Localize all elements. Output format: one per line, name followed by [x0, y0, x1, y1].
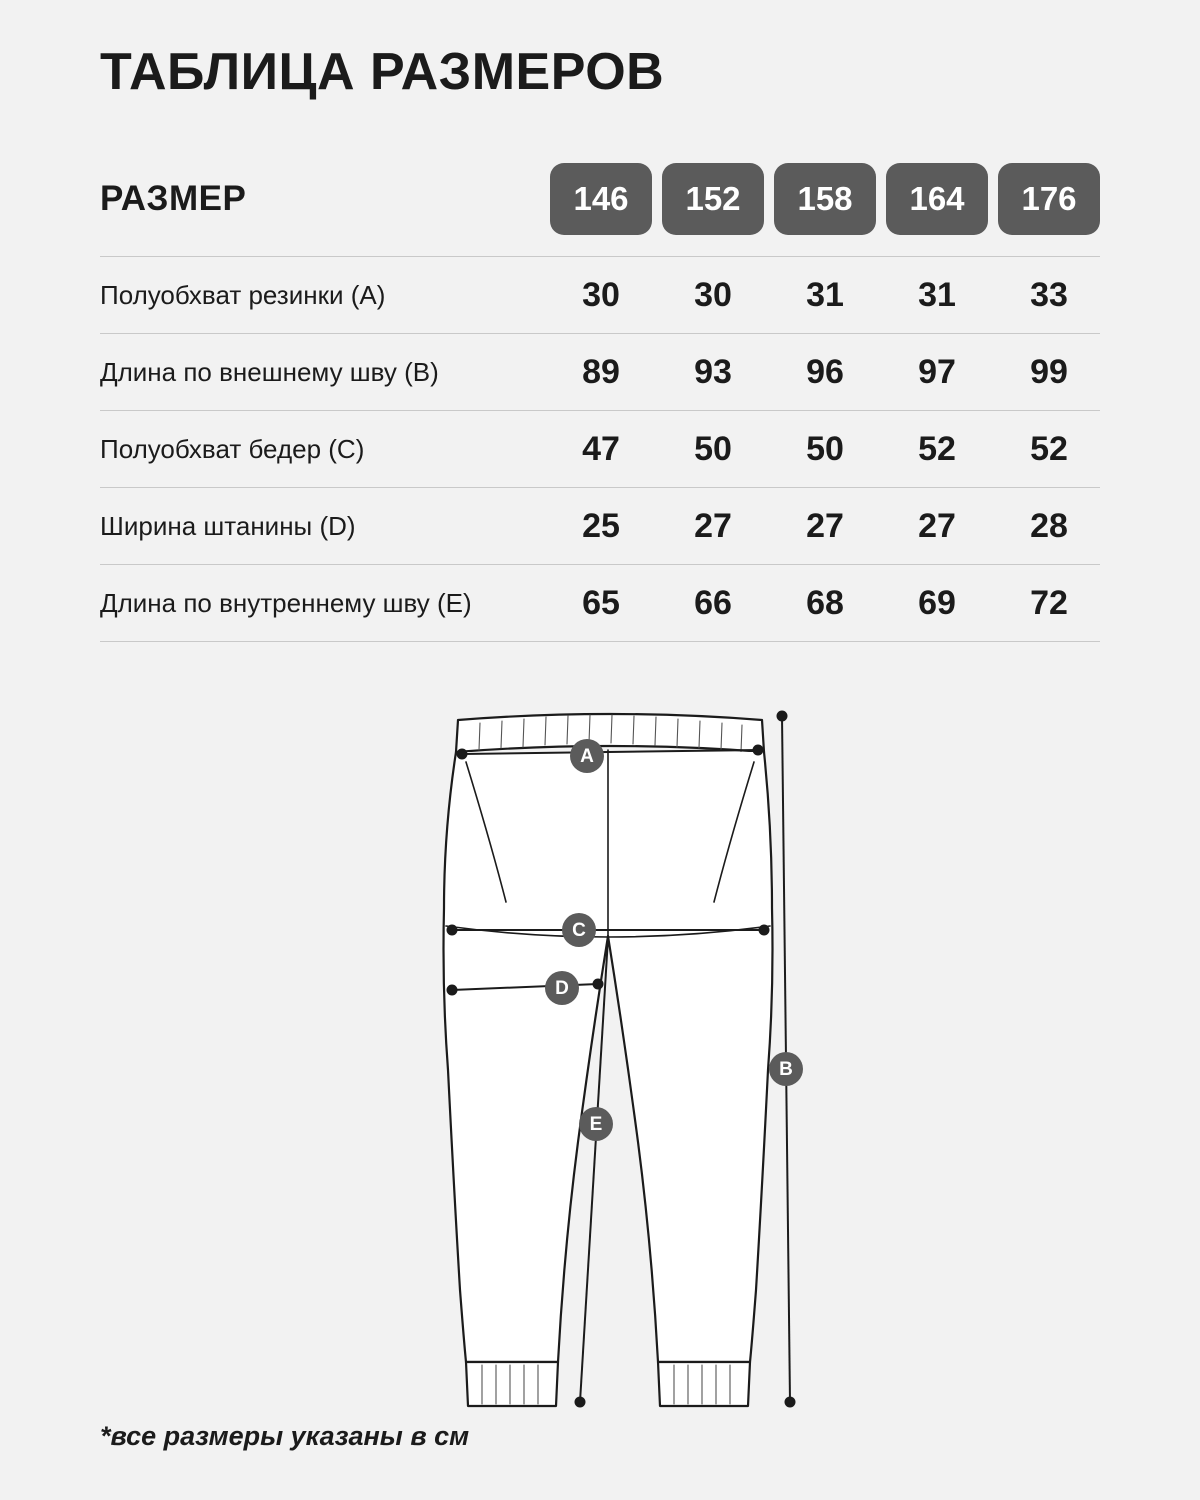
- size-chip-152: 152: [662, 163, 764, 235]
- row-label: Полуобхват резинки (A): [100, 279, 386, 310]
- row-values: [550, 353, 1100, 392]
- row-label: Ширина штанины (D): [100, 510, 356, 541]
- row-values: [550, 584, 1100, 623]
- cell-value: 52: [1030, 429, 1068, 468]
- cell-value: 30: [694, 275, 732, 314]
- row-values: [550, 507, 1100, 546]
- cell-value: 27: [694, 506, 732, 545]
- cell-value: 25: [582, 506, 620, 545]
- marker-b: B: [779, 1059, 793, 1080]
- cell-value: 69: [918, 583, 956, 622]
- row-label: Длина по внешнему шву (B): [100, 356, 439, 387]
- cell-value: 72: [1030, 583, 1068, 622]
- cell-value: 50: [806, 429, 844, 468]
- cell-value: 96: [806, 352, 844, 391]
- cell-value: 65: [582, 583, 620, 622]
- cell-value: 97: [918, 352, 956, 391]
- cell-value: 47: [582, 429, 620, 468]
- footnote: *все размеры указаны в см: [100, 1421, 470, 1451]
- cell-value: 27: [806, 506, 844, 545]
- cell-value: 30: [582, 275, 620, 314]
- size-header-label: РАЗМЕР: [100, 179, 247, 218]
- measurements-table: [100, 256, 1100, 642]
- marker-e: E: [589, 1114, 603, 1135]
- size-chip-158: 158: [774, 163, 876, 235]
- cell-value: 31: [918, 275, 956, 314]
- table-row: [100, 487, 1100, 564]
- table-row: [100, 333, 1100, 410]
- marker-d: D: [555, 978, 569, 999]
- row-values: [550, 276, 1100, 315]
- table-row: [100, 256, 1100, 333]
- size-chip-146: 146: [550, 163, 652, 235]
- cell-value: 50: [694, 429, 732, 468]
- cell-value: 28: [1030, 506, 1068, 545]
- row-label: Длина по внутреннему шву (E): [100, 587, 472, 618]
- cell-value: 33: [1030, 275, 1068, 314]
- cell-value: 66: [694, 583, 732, 622]
- size-chip-list: [550, 163, 1100, 235]
- cell-value: 93: [694, 352, 732, 391]
- cell-value: 27: [918, 506, 956, 545]
- page-title: ТАБЛИЦА РАЗМЕРОВ: [100, 43, 665, 101]
- cell-value: 99: [1030, 352, 1068, 391]
- table-row: [100, 564, 1100, 642]
- size-header-row: [100, 160, 1100, 238]
- cell-value: 89: [582, 352, 620, 391]
- table-row: [100, 410, 1100, 487]
- marker-a: A: [580, 746, 594, 767]
- size-chip-164: 164: [886, 163, 988, 235]
- row-label: Полуобхват бедер (C): [100, 433, 365, 464]
- cell-value: 31: [806, 275, 844, 314]
- cell-value: 52: [918, 429, 956, 468]
- cell-value: 68: [806, 583, 844, 622]
- row-values: [550, 430, 1100, 469]
- size-chip-176: 176: [998, 163, 1100, 235]
- marker-c: C: [572, 920, 586, 941]
- pants-diagram: [340, 690, 880, 1430]
